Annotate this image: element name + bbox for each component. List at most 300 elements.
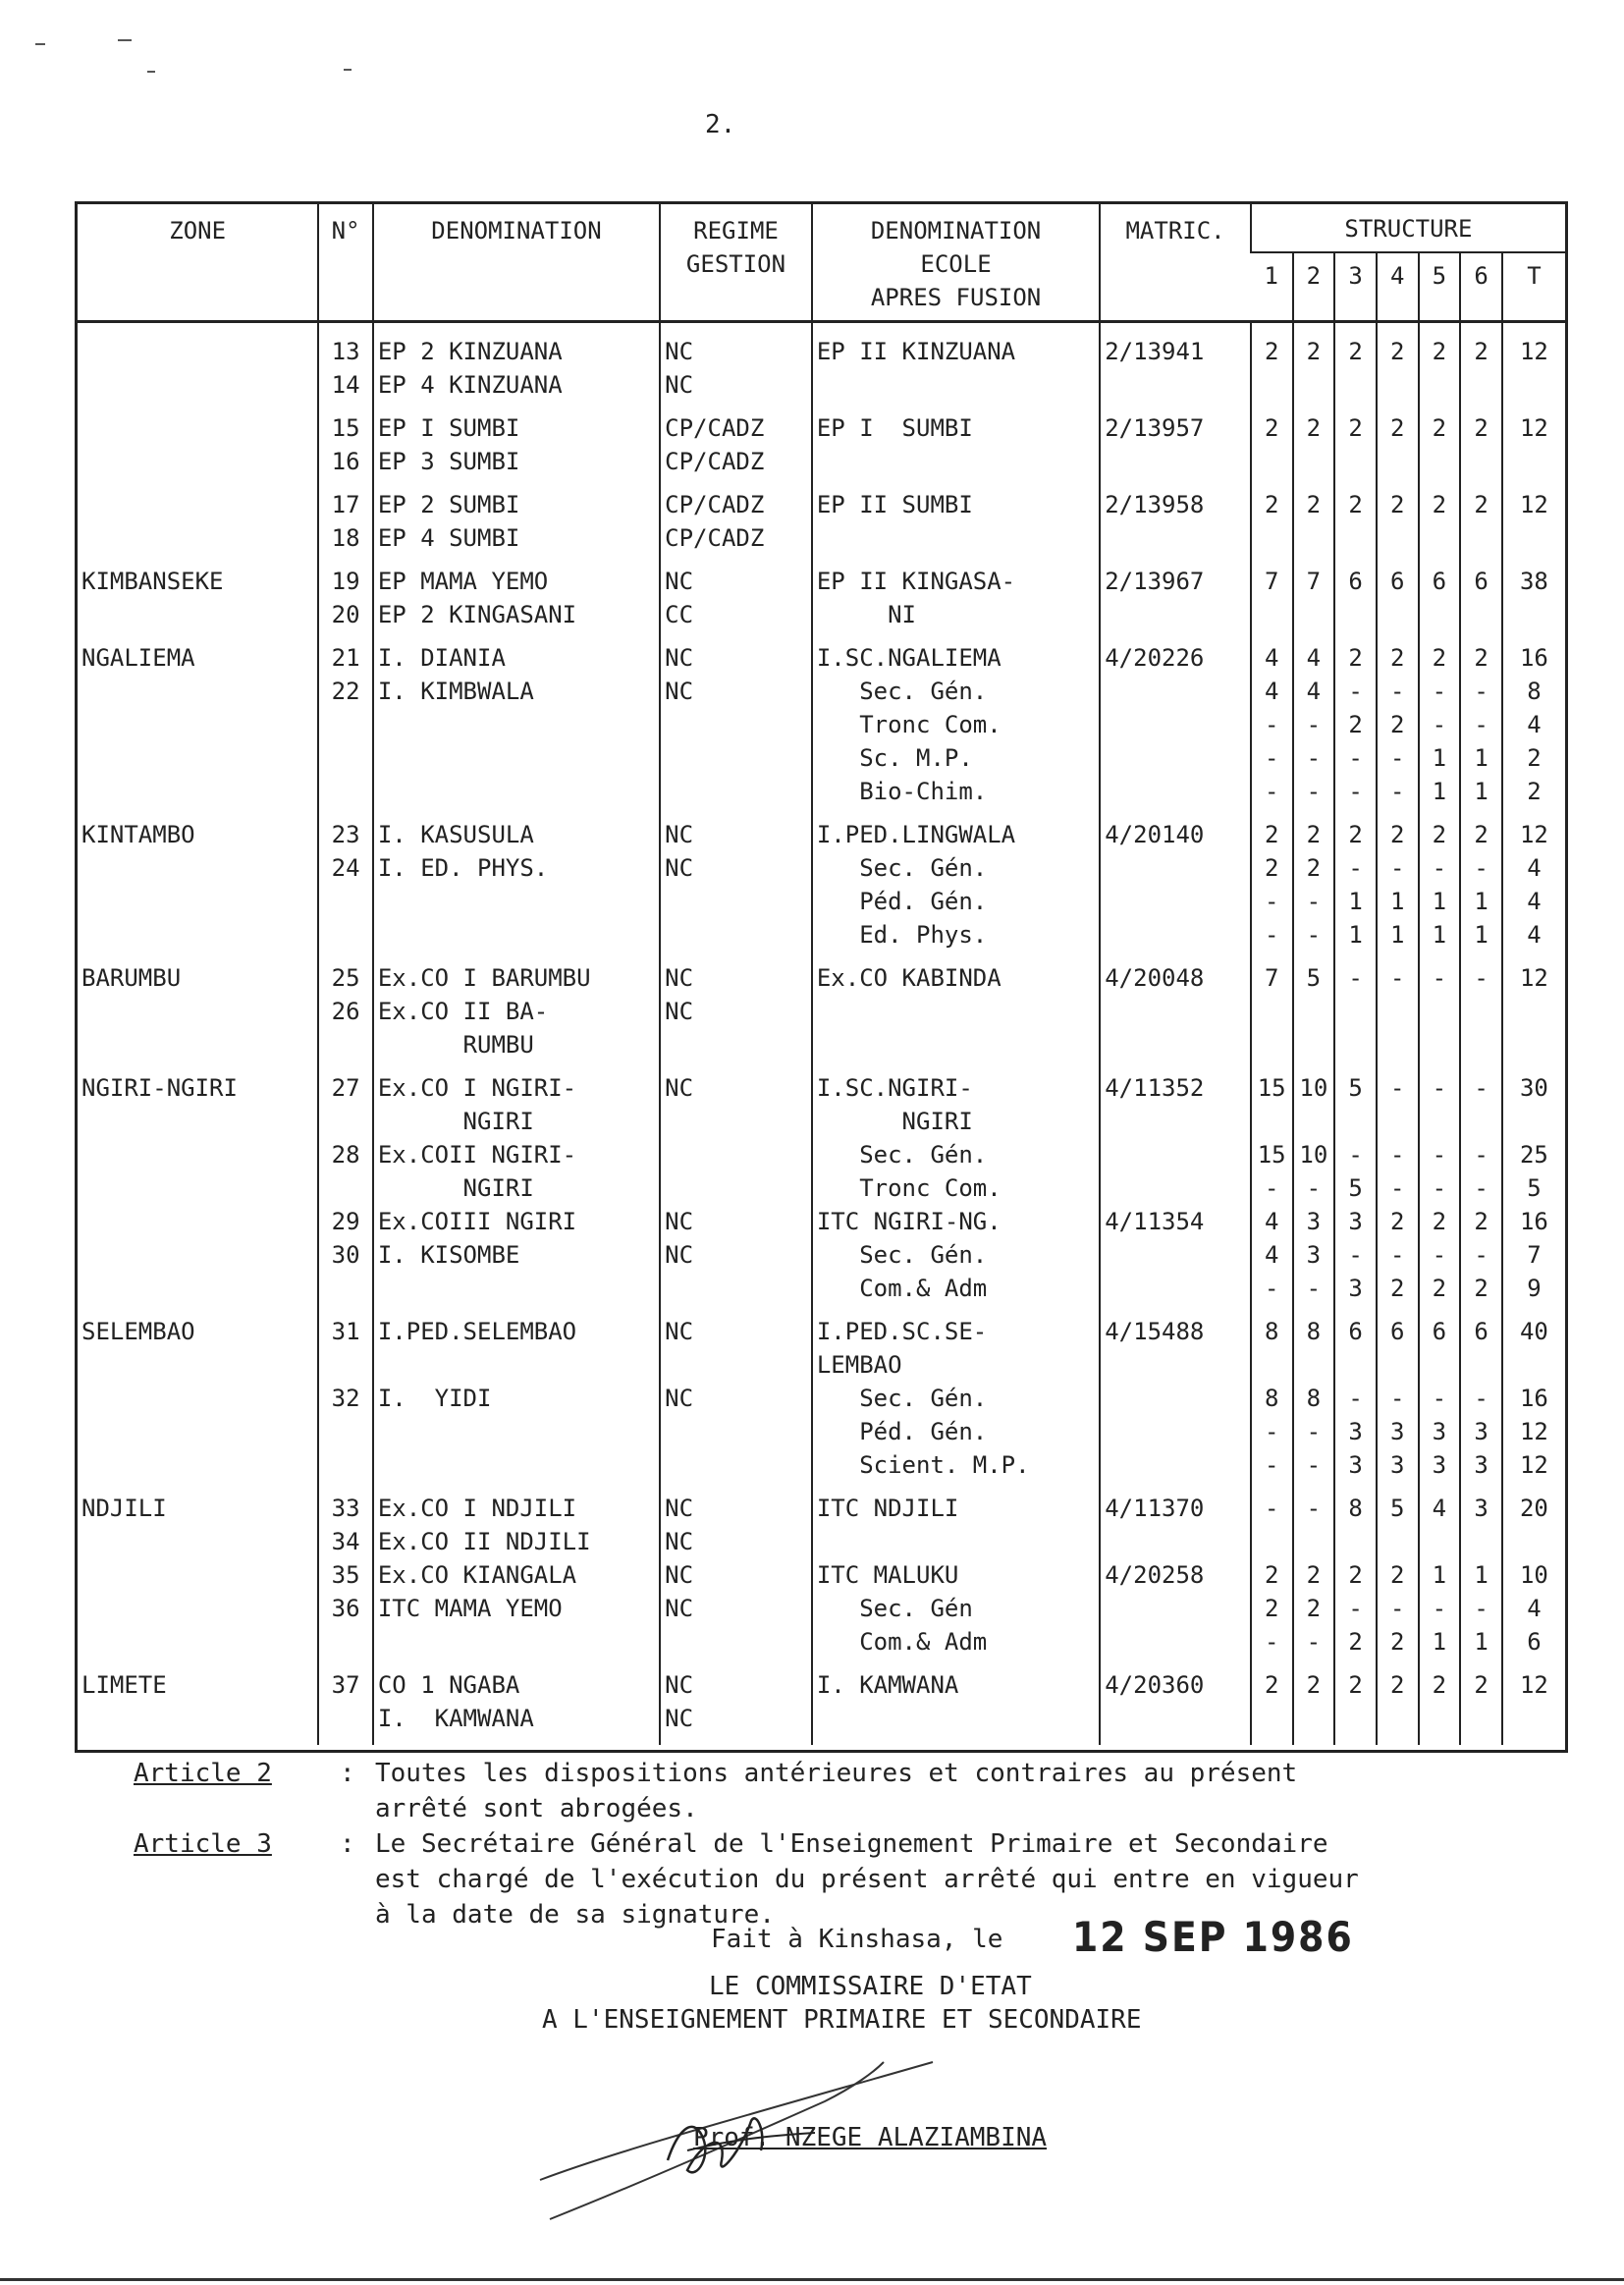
- cell-structure-total: 12: [1502, 1668, 1565, 1735]
- cell-regime: NC NC NC NC: [660, 1492, 812, 1659]
- cell-structure-1: 15 15 - 4 4 -: [1251, 1071, 1293, 1305]
- gap-cell: [1100, 631, 1251, 641]
- header-structure-total: T: [1502, 252, 1565, 322]
- cell-zone: SELEMBAO: [81, 1318, 195, 1345]
- gap-cell: [1460, 1305, 1502, 1315]
- cell-structure-2: 7: [1293, 565, 1335, 631]
- header-matric: MATRIC.: [1100, 204, 1251, 322]
- gap-cell: [373, 1305, 660, 1315]
- gap-cell: [1251, 1735, 1293, 1745]
- scan-mark: [118, 39, 132, 41]
- cell-number: 19 20: [318, 565, 372, 631]
- gap-cell: [1100, 1659, 1251, 1668]
- cell-zone: LIMETE: [81, 1671, 167, 1699]
- gap-cell: [318, 1061, 372, 1071]
- gap-cell: [660, 1482, 812, 1492]
- cell-number: 27 28 29 30: [318, 1071, 372, 1305]
- row-gap: [78, 1659, 1565, 1668]
- gap-cell: [1334, 402, 1377, 411]
- article-text: Le Secrétaire Général de l'Enseignement Primaire et Secondaire est chargé de l'exécution du présent arrêté qui entre en vigueur à la date de sa signature.: [375, 1829, 1359, 1930]
- cell-structure-2: 4 4 - - -: [1293, 641, 1335, 808]
- cell-number: 13 14: [318, 322, 372, 403]
- cell-structure-total: 38: [1502, 565, 1565, 631]
- cell-denomination: EP 2 KINZUANA EP 4 KINZUANA: [373, 322, 660, 403]
- school-fusion-table: [78, 204, 1565, 1745]
- cell-structure-1: 2: [1251, 488, 1293, 555]
- cell-ecole: I.SC.NGALIEMA Sec. Gén. Tronc Com. Sc. M.P. Bio-Chim.: [812, 641, 1100, 808]
- cell-structure-1: 7: [1251, 961, 1293, 1061]
- cell-structure-6: 6: [1460, 565, 1502, 631]
- gap-cell: [1251, 1482, 1293, 1492]
- gap-cell: [1460, 1061, 1502, 1071]
- gap-cell: [812, 478, 1100, 488]
- gap-cell: [1460, 1659, 1502, 1668]
- header-denomination: DENOMINATION: [373, 204, 660, 322]
- gap-cell: [1334, 555, 1377, 565]
- article-label: Article 2: [134, 1759, 272, 1788]
- cell-denomination: EP I SUMBI EP 3 SUMBI: [373, 411, 660, 478]
- gap-cell: [1334, 1735, 1377, 1745]
- article-text: Toutes les dispositions antérieures et contraires au présent arrêté sont abrogées.: [375, 1759, 1298, 1823]
- cell-regime: NC NC: [660, 818, 812, 952]
- gap-cell: [1251, 631, 1293, 641]
- scan-mark: [344, 69, 352, 71]
- gap-cell: [78, 1735, 318, 1745]
- cell-number: 21 22: [318, 641, 372, 808]
- gap-cell: [1460, 402, 1502, 411]
- cell-denomination: I. DIANIA I. KIMBWALA: [373, 641, 660, 808]
- gap-cell: [1377, 1305, 1419, 1315]
- gap-cell: [812, 1735, 1100, 1745]
- cell-structure-6: 2: [1460, 1668, 1502, 1735]
- cell-structure-3: 5 - 5 3 - 3: [1334, 1071, 1377, 1305]
- cell-zone: [78, 322, 318, 403]
- gap-cell: [1502, 631, 1565, 641]
- gap-cell: [1293, 1482, 1335, 1492]
- table-row: [78, 1071, 1565, 1305]
- table-row: [78, 1492, 1565, 1659]
- gap-cell: [660, 1659, 812, 1668]
- cell-structure-5: - - - 2 - 2: [1419, 1071, 1461, 1305]
- cell-structure-3: 6: [1334, 565, 1377, 631]
- cell-structure-3: 2 - 1 1: [1334, 818, 1377, 952]
- row-gap: [78, 631, 1565, 641]
- gap-cell: [1293, 402, 1335, 411]
- gap-cell: [1251, 478, 1293, 488]
- gap-cell: [1460, 1482, 1502, 1492]
- table-row: [78, 488, 1565, 555]
- gap-cell: [660, 555, 812, 565]
- gap-cell: [78, 1305, 318, 1315]
- header-structure-year-5: 5: [1419, 252, 1461, 322]
- gap-cell: [1502, 555, 1565, 565]
- table-row: [78, 1315, 1565, 1482]
- gap-cell: [1419, 1061, 1461, 1071]
- gap-cell: [1502, 1659, 1565, 1668]
- cell-matric: 4/20140: [1100, 818, 1251, 952]
- gap-cell: [1293, 1061, 1335, 1071]
- cell-regime: NC NC: [660, 1668, 812, 1735]
- table-row: [78, 818, 1565, 952]
- cell-structure-total: 12: [1502, 961, 1565, 1061]
- gap-cell: [78, 952, 318, 961]
- gap-cell: [1334, 808, 1377, 818]
- cell-zone: BARUMBU: [81, 964, 182, 992]
- cell-structure-5: 2 - - 1 1: [1419, 641, 1461, 808]
- cell-ecole: I.PED.SC.SE- LEMBAO Sec. Gén. Péd. Gén. Scient. M.P.: [812, 1315, 1100, 1482]
- cell-matric: 4/20360: [1100, 1668, 1251, 1735]
- cell-structure-5: 2: [1419, 1668, 1461, 1735]
- gap-cell: [1100, 1061, 1251, 1071]
- gap-cell: [318, 1735, 372, 1745]
- date-stamp: 12 SEP 1986: [1072, 1913, 1354, 1961]
- gap-cell: [373, 1482, 660, 1492]
- scan-mark: [35, 43, 45, 45]
- cell-structure-3: 8 2 - 2: [1334, 1492, 1377, 1659]
- cell-structure-6: 2: [1460, 322, 1502, 403]
- cell-structure-total: 12: [1502, 411, 1565, 478]
- cell-structure-6: -: [1460, 961, 1502, 1061]
- cell-structure-4: 2: [1377, 322, 1419, 403]
- cell-structure-2: 2: [1293, 488, 1335, 555]
- cell-number: 31 32: [318, 1315, 372, 1482]
- gap-cell: [373, 631, 660, 641]
- gap-cell: [1334, 1061, 1377, 1071]
- cell-ecole: ITC NDJILI ITC MALUKU Sec. Gén Com.& Adm: [812, 1492, 1100, 1659]
- gap-cell: [1100, 1482, 1251, 1492]
- gap-cell: [1100, 1735, 1251, 1745]
- cell-structure-1: - 2 2 -: [1251, 1492, 1293, 1659]
- header-zone: ZONE: [78, 204, 318, 322]
- gap-cell: [373, 1659, 660, 1668]
- gap-cell: [318, 555, 372, 565]
- gap-cell: [660, 1061, 812, 1071]
- gap-cell: [812, 1482, 1100, 1492]
- cell-zone: NDJILI: [81, 1495, 167, 1522]
- gap-cell: [1334, 478, 1377, 488]
- cell-matric: 4/11370 4/20258: [1100, 1492, 1251, 1659]
- cell-number: 37: [318, 1668, 372, 1735]
- cell-number: 15 16: [318, 411, 372, 478]
- cell-structure-2: 10 10 - 3 3 -: [1293, 1071, 1335, 1305]
- table-body: [78, 322, 1565, 1746]
- cell-structure-6: 3 1 - 1: [1460, 1492, 1502, 1659]
- gap-cell: [1100, 952, 1251, 961]
- gap-cell: [1334, 1659, 1377, 1668]
- table-row: [78, 411, 1565, 478]
- gap-cell: [1293, 1305, 1335, 1315]
- cell-number: 23 24: [318, 818, 372, 952]
- cell-ecole: EP II KINZUANA: [812, 322, 1100, 403]
- gap-cell: [78, 808, 318, 818]
- cell-structure-total: 12 4 4 4: [1502, 818, 1565, 952]
- header-number: N°: [318, 204, 372, 322]
- gap-cell: [660, 952, 812, 961]
- cell-structure-4: 2 - 2 - -: [1377, 641, 1419, 808]
- gap-cell: [78, 1482, 318, 1492]
- cell-regime: CP/CADZ CP/CADZ: [660, 411, 812, 478]
- gap-cell: [660, 402, 812, 411]
- header-structure: STRUCTURE: [1251, 204, 1565, 252]
- gap-cell: [1419, 952, 1461, 961]
- gap-cell: [1460, 478, 1502, 488]
- cell-zone: KINTAMBO: [81, 821, 195, 848]
- cell-ecole: EP II KINGASA- NI: [812, 565, 1100, 631]
- cell-regime: NC NC: [660, 961, 812, 1061]
- cell-structure-5: 6: [1419, 565, 1461, 631]
- gap-cell: [1377, 631, 1419, 641]
- gap-cell: [1419, 555, 1461, 565]
- gap-cell: [1100, 1305, 1251, 1315]
- cell-structure-5: -: [1419, 961, 1461, 1061]
- ministry-title: A L'ENSEIGNEMENT PRIMAIRE ET SECONDAIRE: [542, 2005, 1142, 2035]
- row-gap: [78, 478, 1565, 488]
- gap-cell: [1293, 1659, 1335, 1668]
- cell-zone: KIMBANSEKE: [81, 568, 224, 595]
- gap-cell: [1419, 478, 1461, 488]
- cell-structure-2: 2: [1293, 322, 1335, 403]
- gap-cell: [1251, 1305, 1293, 1315]
- cell-matric: 4/20048: [1100, 961, 1251, 1061]
- article-colon: :: [340, 1759, 355, 1788]
- gap-cell: [373, 952, 660, 961]
- gap-cell: [318, 478, 372, 488]
- cell-structure-5: 2: [1419, 411, 1461, 478]
- gap-cell: [812, 1659, 1100, 1668]
- gap-cell: [318, 631, 372, 641]
- cell-matric: 2/13967: [1100, 565, 1251, 631]
- gap-cell: [1460, 1735, 1502, 1745]
- row-gap: [78, 952, 1565, 961]
- gap-cell: [1100, 808, 1251, 818]
- gap-cell: [812, 631, 1100, 641]
- gap-cell: [1460, 808, 1502, 818]
- cell-structure-total: 12: [1502, 322, 1565, 403]
- gap-cell: [1334, 952, 1377, 961]
- gap-cell: [1502, 1305, 1565, 1315]
- gap-cell: [1460, 631, 1502, 641]
- cell-structure-1: 2: [1251, 322, 1293, 403]
- gap-cell: [1419, 631, 1461, 641]
- gap-cell: [812, 952, 1100, 961]
- cell-structure-total: 16 8 4 2 2: [1502, 641, 1565, 808]
- article-label: Article 3: [134, 1829, 272, 1859]
- cell-regime: NC NC: [660, 1315, 812, 1482]
- gap-cell: [1502, 1735, 1565, 1745]
- cell-denomination: I.PED.SELEMBAO I. YIDI: [373, 1315, 660, 1482]
- gap-cell: [1419, 1305, 1461, 1315]
- gap-cell: [1460, 952, 1502, 961]
- gap-cell: [1419, 1735, 1461, 1745]
- cell-structure-2: - 2 2 -: [1293, 1492, 1335, 1659]
- structure-table: [75, 201, 1568, 1753]
- page-number: 2.: [705, 110, 736, 139]
- gap-cell: [1251, 555, 1293, 565]
- header-structure-year-6: 6: [1460, 252, 1502, 322]
- gap-cell: [1419, 1482, 1461, 1492]
- cell-structure-4: 2: [1377, 1668, 1419, 1735]
- cell-structure-3: 2: [1334, 411, 1377, 478]
- cell-structure-4: 2 - 1 1: [1377, 818, 1419, 952]
- gap-cell: [373, 808, 660, 818]
- gap-cell: [1293, 478, 1335, 488]
- cell-structure-4: 5 2 - 2: [1377, 1492, 1419, 1659]
- cell-zone: NGALIEMA: [81, 644, 195, 672]
- cell-denomination: Ex.CO I NDJILI Ex.CO II NDJILI Ex.CO KIANGALA ITC MAMA YEMO: [373, 1492, 660, 1659]
- gap-cell: [1377, 1482, 1419, 1492]
- cell-regime: NC NC NC: [660, 1071, 812, 1305]
- cell-structure-1: 8 8 - -: [1251, 1315, 1293, 1482]
- cell-structure-5: 2 - 1 1: [1419, 818, 1461, 952]
- gap-cell: [1502, 1061, 1565, 1071]
- gap-cell: [318, 1659, 372, 1668]
- gap-cell: [373, 1735, 660, 1745]
- cell-structure-6: 2 - - 1 1: [1460, 641, 1502, 808]
- cell-structure-1: 7: [1251, 565, 1293, 631]
- row-gap: [78, 1735, 1565, 1745]
- row-gap: [78, 555, 1565, 565]
- gap-cell: [1251, 952, 1293, 961]
- gap-cell: [1502, 402, 1565, 411]
- cell-structure-2: 8 8 - -: [1293, 1315, 1335, 1482]
- cell-denomination: EP 2 SUMBI EP 4 SUMBI: [373, 488, 660, 555]
- table-row: [78, 1668, 1565, 1735]
- gap-cell: [78, 478, 318, 488]
- cell-ecole: I.PED.LINGWALA Sec. Gén. Péd. Gén. Ed. Phys.: [812, 818, 1100, 952]
- page-bottom-rule: [0, 2278, 1624, 2281]
- gap-cell: [1502, 1482, 1565, 1492]
- cell-ecole: EP II SUMBI: [812, 488, 1100, 555]
- gap-cell: [1334, 1482, 1377, 1492]
- cell-zone: [78, 488, 318, 555]
- cell-structure-3: 2: [1334, 1668, 1377, 1735]
- header-regime-gestion: REGIME GESTION: [660, 204, 812, 322]
- cell-structure-6: 2: [1460, 411, 1502, 478]
- cell-structure-4: 6: [1377, 565, 1419, 631]
- cell-structure-6: - - - 2 - 2: [1460, 1071, 1502, 1305]
- gap-cell: [1293, 952, 1335, 961]
- table-row: [78, 641, 1565, 808]
- gap-cell: [1100, 402, 1251, 411]
- cell-denomination: Ex.CO I BARUMBU Ex.CO II BA- RUMBU: [373, 961, 660, 1061]
- gap-cell: [78, 1659, 318, 1668]
- cell-structure-2: 2: [1293, 411, 1335, 478]
- cell-matric: 4/20226: [1100, 641, 1251, 808]
- gap-cell: [373, 555, 660, 565]
- header-structure-year-4: 4: [1377, 252, 1419, 322]
- cell-structure-3: -: [1334, 961, 1377, 1061]
- cell-structure-2: 5: [1293, 961, 1335, 1061]
- gap-cell: [1251, 1061, 1293, 1071]
- cell-structure-6: 6 - 3 3: [1460, 1315, 1502, 1482]
- cell-structure-1: 4 4 - - -: [1251, 641, 1293, 808]
- gap-cell: [1251, 808, 1293, 818]
- cell-denomination: Ex.CO I NGIRI- NGIRI Ex.COII NGIRI- NGIRI Ex.COIII NGIRI I. KISOMBE: [373, 1071, 660, 1305]
- gap-cell: [1100, 555, 1251, 565]
- cell-structure-total: 40 16 12 12: [1502, 1315, 1565, 1482]
- cell-structure-2: 2 2 - -: [1293, 818, 1335, 952]
- commissaire-title: LE COMMISSAIRE D'ETAT: [709, 1972, 1032, 2001]
- row-gap: [78, 1305, 1565, 1315]
- cell-structure-3: 2 - 2 - -: [1334, 641, 1377, 808]
- gap-cell: [812, 808, 1100, 818]
- cell-matric: 2/13957: [1100, 411, 1251, 478]
- article-2: [134, 1756, 1534, 1826]
- gap-cell: [660, 631, 812, 641]
- gap-cell: [1460, 555, 1502, 565]
- cell-ecole: I.SC.NGIRI- NGIRI Sec. Gén. Tronc Com. ITC NGIRI-NG. Sec. Gén. Com.& Adm: [812, 1071, 1100, 1305]
- row-gap: [78, 1061, 1565, 1071]
- cell-matric: 2/13941: [1100, 322, 1251, 403]
- gap-cell: [1377, 402, 1419, 411]
- cell-structure-total: 20 10 4 6: [1502, 1492, 1565, 1659]
- cell-structure-2: 2: [1293, 1668, 1335, 1735]
- header-structure-year-3: 3: [1334, 252, 1377, 322]
- header-ecole-apres-fusion: DENOMINATION ECOLE APRES FUSION: [812, 204, 1100, 322]
- row-gap: [78, 402, 1565, 411]
- cell-number: 17 18: [318, 488, 372, 555]
- gap-cell: [318, 1305, 372, 1315]
- cell-structure-total: 12: [1502, 488, 1565, 555]
- cell-structure-5: 4 1 - 1: [1419, 1492, 1461, 1659]
- row-gap: [78, 1482, 1565, 1492]
- cell-structure-5: 2: [1419, 488, 1461, 555]
- gap-cell: [1502, 952, 1565, 961]
- gap-cell: [373, 1061, 660, 1071]
- cell-zone: [78, 411, 318, 478]
- cell-structure-3: 6 - 3 3: [1334, 1315, 1377, 1482]
- gap-cell: [812, 555, 1100, 565]
- place-line: Fait à Kinshasa, le: [711, 1925, 1003, 1954]
- gap-cell: [373, 402, 660, 411]
- cell-structure-6: 2 - 1 1: [1460, 818, 1502, 952]
- cell-zone: NGIRI-NGIRI: [81, 1074, 238, 1102]
- gap-cell: [660, 478, 812, 488]
- header-structure-year-2: 2: [1293, 252, 1335, 322]
- gap-cell: [1377, 1735, 1419, 1745]
- gap-cell: [1419, 1659, 1461, 1668]
- gap-cell: [1419, 402, 1461, 411]
- gap-cell: [1334, 1305, 1377, 1315]
- cell-ecole: Ex.CO KABINDA: [812, 961, 1100, 1061]
- cell-denomination: EP MAMA YEMO EP 2 KINGASANI: [373, 565, 660, 631]
- row-gap: [78, 808, 1565, 818]
- gap-cell: [1377, 808, 1419, 818]
- gap-cell: [812, 1061, 1100, 1071]
- cell-structure-6: 2: [1460, 488, 1502, 555]
- gap-cell: [78, 1061, 318, 1071]
- gap-cell: [812, 1305, 1100, 1315]
- gap-cell: [1502, 808, 1565, 818]
- table-row: [78, 322, 1565, 403]
- gap-cell: [78, 555, 318, 565]
- gap-cell: [318, 952, 372, 961]
- gap-cell: [1377, 1659, 1419, 1668]
- gap-cell: [1377, 952, 1419, 961]
- cell-denomination: CO 1 NGABA I. KAMWANA: [373, 1668, 660, 1735]
- gap-cell: [1293, 1735, 1335, 1745]
- gap-cell: [318, 1482, 372, 1492]
- gap-cell: [373, 478, 660, 488]
- gap-cell: [1251, 402, 1293, 411]
- scan-mark: [147, 71, 155, 73]
- cell-structure-total: 30 25 5 16 7 9: [1502, 1071, 1565, 1305]
- gap-cell: [1502, 478, 1565, 488]
- cell-structure-3: 2: [1334, 322, 1377, 403]
- gap-cell: [1419, 808, 1461, 818]
- cell-structure-1: 2 2 - -: [1251, 818, 1293, 952]
- gap-cell: [1251, 1659, 1293, 1668]
